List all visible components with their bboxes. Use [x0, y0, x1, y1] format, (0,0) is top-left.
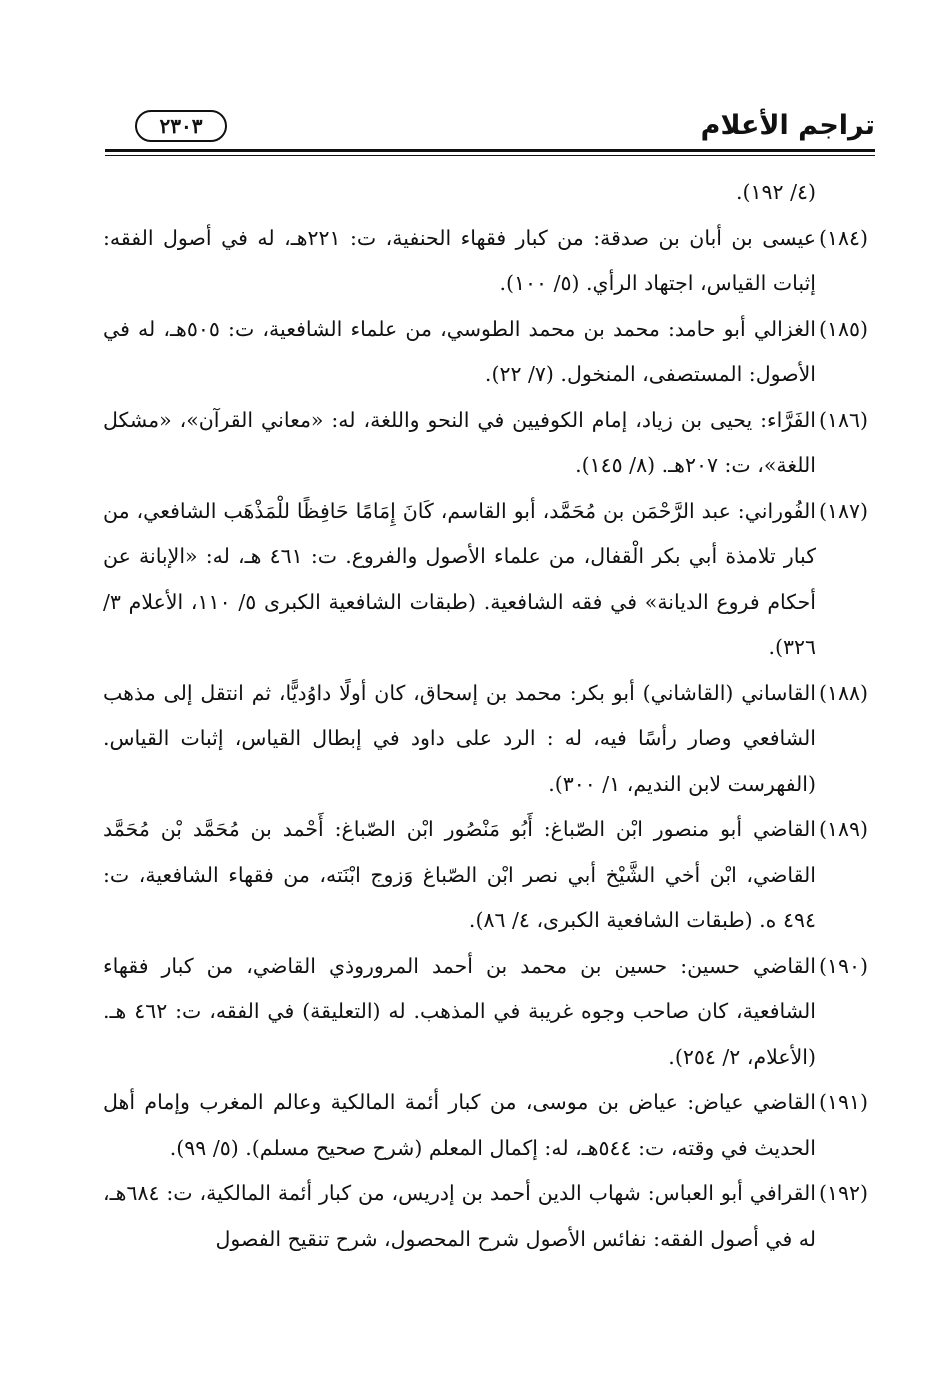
entry-number: (١٨٩): [818, 817, 868, 841]
entry-text: القاضي عياض: عياض بن موسى، من كبار أئمة المالكية وعالم المغرب وإمام أهل الحديث في وقته، ت: ٥٤٤هـ، له: إكمال المعلم (شرح صحيح مسلم). (٥/ ٩٩).: [103, 1090, 816, 1160]
entry-number: (١٨٤): [818, 225, 868, 250]
entry-text: الغزالي أبو حامد: محمد بن محمد الطوسي، من علماء الشافعية، ت: ٥٠٥هـ، له في الأصول: المستصفى، المنخول. (٧/ ٢٢).: [103, 316, 816, 386]
entry-text: الفُوراني: عبد الرَّحْمَن بن مُحَمَّد، أبو القاسم، كَانَ إِمَامًا حَافِظًا للْمَذْهَب الشافعي، من كبار تلامذة أبي بكر الْقفال، من علماء الأصول والفروع. ت: ٤٦١ هـ، له: «الإبانة عن أحكام فروع الديانة» في فقه الشافعية. (طبقات الشافعية الكبرى ٥/ ١١٠، الأعلام ٣/ ٣٢٦).: [103, 498, 817, 659]
entry-text: الفَرَّاء: يحيى بن زياد، إمام الكوفيين في النحو واللغة، له: «معاني القرآن»، «مشكل اللغة»، ت: ٢٠٧هـ. (٨/ ١٤٥).: [103, 407, 816, 477]
entry-text: القرافي أبو العباس: شهاب الدين أحمد بن إدريس، من كبار أئمة المالكية، ت: ٦٨٤هـ، له في أصول الفقه: نفائس الأصول شرح المحصول، شرح تنقيح الفصول: [103, 1181, 816, 1251]
page-number: ٢٣٠٣: [159, 114, 203, 138]
entry-number: (١٨٦): [818, 407, 868, 432]
entry-184: [103, 216, 868, 307]
continuation-line: (٤/ ١٩٢).: [735, 180, 816, 204]
entry-number: (١٩٢): [818, 1181, 868, 1205]
page-number-frame: [135, 110, 227, 142]
running-title: تراجم الأعلام: [700, 110, 875, 141]
entry-190: [103, 944, 868, 1081]
entry-text: عيسى بن أبان بن صدقة: من كبار فقهاء الحنفية، ت: ٢٢١هـ، له في أصول الفقه: إثبات القياس، اجتهاد الرأي. (٥/ ١٠٠).: [103, 225, 816, 295]
entry-189: [103, 807, 868, 944]
entry-text: القاضي أبو منصور ابْن الصّباغ: أَبُو مَنْصُور ابْن الصّباغ: أَحْمد بن مُحَمَّد بْن مُحَمَّد القاضي، ابْن أخي الشَّيْخ أبي نصر ابْن الصّباغ وَزوج ابْنَته، من فقهاء الشافعية، ت: ٤٩٤ ه. (طبقات الشافعية الكبرى، ٤/ ٨٦).: [103, 817, 816, 932]
header-rule-thin: [105, 155, 875, 156]
entry-192: [103, 1171, 868, 1262]
entry-number: (١٨٨): [818, 680, 868, 705]
header-rule-thick: [105, 149, 875, 152]
entry-number: (١٨٧): [818, 498, 868, 523]
page-header: [105, 100, 875, 148]
entry-number: (١٨٥): [818, 316, 868, 341]
entry-number: (١٩١): [818, 1090, 868, 1114]
entry-text: القاضي حسين: حسين بن محمد بن أحمد المروروذي القاضي، من كبار فقهاء الشافعية، كان صاحب وجوه غريبة في المذهب. له (التعليقة) في الفقه، ت: ٤٦٢ هـ. (الأعلام، ٢/ ٢٥٤).: [103, 953, 816, 1069]
entry-187: [103, 489, 868, 671]
entry-188: [103, 671, 868, 808]
entry-185: [103, 307, 868, 398]
entry-191: [103, 1080, 868, 1171]
body-text: [103, 170, 868, 1262]
entry-number: (١٩٠): [818, 953, 868, 978]
entry-186: [103, 398, 868, 489]
entry-text: القاساني (القاشاني) أبو بكر: محمد بن إسحاق، كان أولًا داوُديًّا، ثم انتقل إلى مذهب الشافعي وصار رأسًا فيه، له : الرد على داود في إبطال القياس، إثبات القياس. (الفهرست لابن النديم، ١/ ٣٠٠).: [103, 680, 816, 796]
